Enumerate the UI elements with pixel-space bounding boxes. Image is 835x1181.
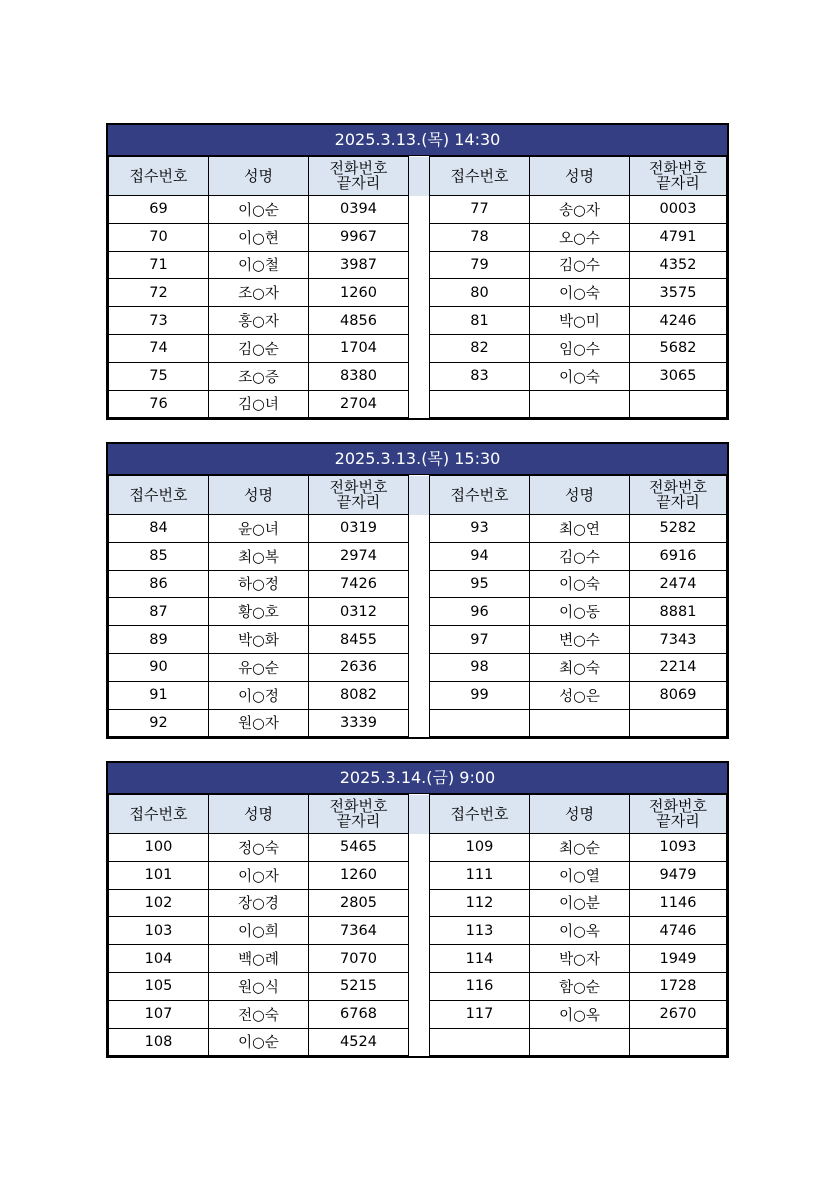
applicant-name: 이○숙	[530, 570, 630, 598]
applicant-name: 이○숙	[530, 279, 630, 307]
col-receipt-no: 접수번호	[109, 157, 209, 196]
column-gap	[409, 1000, 430, 1028]
phone-last-digits: 1728	[630, 972, 727, 1000]
phone-last-digits: 2974	[309, 542, 409, 570]
applicant-name: 유○순	[209, 653, 309, 681]
phone-last-digits: 6916	[630, 542, 727, 570]
applicant-name: 이○분	[530, 889, 630, 917]
table-row	[109, 279, 727, 307]
header-row	[109, 476, 727, 515]
receipt-no: 79	[430, 251, 530, 279]
phone-last-digits: 1704	[309, 334, 409, 362]
phone-last-digits: 4746	[630, 917, 727, 945]
receipt-no	[430, 390, 530, 418]
applicant-name: 최○연	[530, 515, 630, 543]
col-name: 성명	[530, 157, 630, 196]
column-gap	[409, 795, 430, 834]
receipt-no: 69	[109, 196, 209, 224]
phone-last-digits: 8380	[309, 362, 409, 390]
table-row	[109, 917, 727, 945]
column-gap	[409, 945, 430, 973]
applicant-name: 이○옥	[530, 1000, 630, 1028]
receipt-no: 114	[430, 945, 530, 973]
receipt-no: 70	[109, 223, 209, 251]
phone-last-digits: 4246	[630, 307, 727, 335]
table-row	[109, 626, 727, 654]
column-gap	[409, 1028, 430, 1056]
column-gap	[409, 626, 430, 654]
applicant-name: 함○순	[530, 972, 630, 1000]
column-gap	[409, 157, 430, 196]
table-row	[109, 196, 727, 224]
phone-last-digits: 8069	[630, 681, 727, 709]
col-phone-last-digits: 전화번호 끝자리	[630, 157, 727, 196]
applicant-name: 원○식	[209, 972, 309, 1000]
receipt-no: 72	[109, 279, 209, 307]
phone-last-digits: 0319	[309, 515, 409, 543]
applicant-name: 이○옥	[530, 917, 630, 945]
phone-last-digits: 2704	[309, 390, 409, 418]
column-gap	[409, 251, 430, 279]
phone-last-digits: 1146	[630, 889, 727, 917]
column-gap	[409, 709, 430, 737]
applicant-name: 원○자	[209, 709, 309, 737]
applicant-name: 최○순	[530, 834, 630, 862]
session-block-3	[106, 761, 729, 1058]
receipt-no: 92	[109, 709, 209, 737]
col-name: 성명	[530, 795, 630, 834]
table-row	[109, 834, 727, 862]
col-name: 성명	[209, 795, 309, 834]
phone-last-digits: 5465	[309, 834, 409, 862]
table-row	[109, 889, 727, 917]
col-phone-last-digits: 전화번호 끝자리	[309, 795, 409, 834]
phone-last-digits: 7426	[309, 570, 409, 598]
receipt-no: 93	[430, 515, 530, 543]
table-row	[109, 709, 727, 737]
applicant-name: 변○수	[530, 626, 630, 654]
column-gap	[409, 570, 430, 598]
applicant-name: 하○정	[209, 570, 309, 598]
table-row	[109, 307, 727, 335]
column-gap	[409, 542, 430, 570]
applicant-name: 이○순	[209, 196, 309, 224]
receipt-no: 73	[109, 307, 209, 335]
table-row	[109, 542, 727, 570]
phone-last-digits	[630, 1028, 727, 1056]
session-title: 2025.3.13.(목) 15:30	[108, 444, 727, 475]
applicant-name: 이○정	[209, 681, 309, 709]
phone-last-digits	[630, 709, 727, 737]
session-table	[108, 156, 727, 418]
phone-last-digits: 4791	[630, 223, 727, 251]
applicant-name: 최○복	[209, 542, 309, 570]
column-gap	[409, 390, 430, 418]
applicant-name: 김○수	[530, 251, 630, 279]
receipt-no: 89	[109, 626, 209, 654]
col-name: 성명	[530, 476, 630, 515]
applicant-name: 이○열	[530, 861, 630, 889]
applicant-name: 이○동	[530, 598, 630, 626]
receipt-no: 81	[430, 307, 530, 335]
phone-last-digits: 3339	[309, 709, 409, 737]
col-receipt-no: 접수번호	[430, 795, 530, 834]
receipt-no: 104	[109, 945, 209, 973]
col-receipt-no: 접수번호	[430, 476, 530, 515]
column-gap	[409, 917, 430, 945]
applicant-name: 이○자	[209, 861, 309, 889]
phone-last-digits: 2474	[630, 570, 727, 598]
applicant-name	[530, 390, 630, 418]
applicant-name: 황○호	[209, 598, 309, 626]
phone-last-digits: 3575	[630, 279, 727, 307]
receipt-no: 107	[109, 1000, 209, 1028]
receipt-no: 82	[430, 334, 530, 362]
receipt-no: 98	[430, 653, 530, 681]
receipt-no: 109	[430, 834, 530, 862]
receipt-no: 95	[430, 570, 530, 598]
receipt-no: 86	[109, 570, 209, 598]
receipt-no: 76	[109, 390, 209, 418]
phone-last-digits: 1260	[309, 279, 409, 307]
session-block-2	[106, 442, 729, 739]
phone-last-digits: 2805	[309, 889, 409, 917]
column-gap	[409, 834, 430, 862]
header-row	[109, 795, 727, 834]
applicant-name: 박○자	[530, 945, 630, 973]
receipt-no: 77	[430, 196, 530, 224]
session-table	[108, 794, 727, 1056]
phone-last-digits: 6768	[309, 1000, 409, 1028]
table-row	[109, 681, 727, 709]
applicant-name: 이○순	[209, 1028, 309, 1056]
applicant-name: 이○현	[209, 223, 309, 251]
applicant-name: 조○자	[209, 279, 309, 307]
applicant-name: 송○자	[530, 196, 630, 224]
phone-last-digits: 1260	[309, 861, 409, 889]
receipt-no: 102	[109, 889, 209, 917]
receipt-no: 116	[430, 972, 530, 1000]
applicant-name: 박○미	[530, 307, 630, 335]
applicant-name: 윤○녀	[209, 515, 309, 543]
column-gap	[409, 279, 430, 307]
receipt-no: 101	[109, 861, 209, 889]
applicant-name: 김○수	[530, 542, 630, 570]
table-row	[109, 598, 727, 626]
table-row	[109, 861, 727, 889]
table-row	[109, 251, 727, 279]
phone-last-digits: 2214	[630, 653, 727, 681]
column-gap	[409, 362, 430, 390]
applicant-name: 정○숙	[209, 834, 309, 862]
receipt-no	[430, 709, 530, 737]
phone-last-digits: 1093	[630, 834, 727, 862]
receipt-no: 90	[109, 653, 209, 681]
applicant-name	[530, 709, 630, 737]
applicant-name: 김○녀	[209, 390, 309, 418]
applicant-name	[530, 1028, 630, 1056]
table-row	[109, 334, 727, 362]
col-name: 성명	[209, 157, 309, 196]
receipt-no: 99	[430, 681, 530, 709]
receipt-no: 75	[109, 362, 209, 390]
phone-last-digits: 8082	[309, 681, 409, 709]
applicant-name: 홍○자	[209, 307, 309, 335]
phone-last-digits: 2670	[630, 1000, 727, 1028]
table-row	[109, 1000, 727, 1028]
applicant-name: 전○숙	[209, 1000, 309, 1028]
col-receipt-no: 접수번호	[430, 157, 530, 196]
table-row	[109, 1028, 727, 1056]
receipt-no: 113	[430, 917, 530, 945]
receipt-no: 103	[109, 917, 209, 945]
column-gap	[409, 223, 430, 251]
column-gap	[409, 515, 430, 543]
table-row	[109, 515, 727, 543]
applicant-name: 최○숙	[530, 653, 630, 681]
phone-last-digits: 4524	[309, 1028, 409, 1056]
phone-last-digits: 0394	[309, 196, 409, 224]
applicant-name: 조○증	[209, 362, 309, 390]
column-gap	[409, 889, 430, 917]
phone-last-digits: 8881	[630, 598, 727, 626]
receipt-no: 80	[430, 279, 530, 307]
receipt-no: 96	[430, 598, 530, 626]
applicant-name: 이○희	[209, 917, 309, 945]
receipt-no	[430, 1028, 530, 1056]
receipt-no: 108	[109, 1028, 209, 1056]
table-row	[109, 945, 727, 973]
receipt-no: 84	[109, 515, 209, 543]
phone-last-digits: 3065	[630, 362, 727, 390]
column-gap	[409, 972, 430, 1000]
receipt-no: 71	[109, 251, 209, 279]
applicant-name: 이○철	[209, 251, 309, 279]
phone-last-digits: 5215	[309, 972, 409, 1000]
col-phone-last-digits: 전화번호 끝자리	[309, 157, 409, 196]
table-row	[109, 653, 727, 681]
applicant-name: 임○수	[530, 334, 630, 362]
applicant-name: 박○화	[209, 626, 309, 654]
column-gap	[409, 307, 430, 335]
phone-last-digits: 0312	[309, 598, 409, 626]
receipt-no: 111	[430, 861, 530, 889]
applicant-name: 김○순	[209, 334, 309, 362]
phone-last-digits: 2636	[309, 653, 409, 681]
col-phone-last-digits: 전화번호 끝자리	[630, 476, 727, 515]
column-gap	[409, 861, 430, 889]
phone-last-digits: 1949	[630, 945, 727, 973]
col-phone-last-digits: 전화번호 끝자리	[309, 476, 409, 515]
table-row	[109, 362, 727, 390]
column-gap	[409, 196, 430, 224]
receipt-no: 94	[430, 542, 530, 570]
col-name: 성명	[209, 476, 309, 515]
session-block-1	[106, 123, 729, 420]
phone-last-digits: 0003	[630, 196, 727, 224]
column-gap	[409, 476, 430, 515]
session-title: 2025.3.14.(금) 9:00	[108, 763, 727, 794]
header-row	[109, 157, 727, 196]
receipt-no: 91	[109, 681, 209, 709]
phone-last-digits: 4352	[630, 251, 727, 279]
table-row	[109, 570, 727, 598]
phone-last-digits	[630, 390, 727, 418]
receipt-no: 117	[430, 1000, 530, 1028]
phone-last-digits: 5682	[630, 334, 727, 362]
receipt-no: 85	[109, 542, 209, 570]
receipt-no: 105	[109, 972, 209, 1000]
phone-last-digits: 7070	[309, 945, 409, 973]
receipt-no: 100	[109, 834, 209, 862]
applicant-name: 백○례	[209, 945, 309, 973]
phone-last-digits: 5282	[630, 515, 727, 543]
receipt-no: 78	[430, 223, 530, 251]
column-gap	[409, 681, 430, 709]
receipt-no: 74	[109, 334, 209, 362]
phone-last-digits: 7343	[630, 626, 727, 654]
session-table	[108, 475, 727, 737]
col-phone-last-digits: 전화번호 끝자리	[630, 795, 727, 834]
applicant-name: 오○수	[530, 223, 630, 251]
phone-last-digits: 7364	[309, 917, 409, 945]
phone-last-digits: 8455	[309, 626, 409, 654]
phone-last-digits: 9479	[630, 861, 727, 889]
column-gap	[409, 334, 430, 362]
col-receipt-no: 접수번호	[109, 795, 209, 834]
session-title: 2025.3.13.(목) 14:30	[108, 125, 727, 156]
applicant-name: 이○숙	[530, 362, 630, 390]
column-gap	[409, 598, 430, 626]
receipt-no: 87	[109, 598, 209, 626]
table-row	[109, 390, 727, 418]
table-row	[109, 223, 727, 251]
col-receipt-no: 접수번호	[109, 476, 209, 515]
table-row	[109, 972, 727, 1000]
applicant-name: 성○은	[530, 681, 630, 709]
receipt-no: 112	[430, 889, 530, 917]
phone-last-digits: 3987	[309, 251, 409, 279]
phone-last-digits: 4856	[309, 307, 409, 335]
receipt-no: 97	[430, 626, 530, 654]
column-gap	[409, 653, 430, 681]
applicant-name: 장○경	[209, 889, 309, 917]
receipt-no: 83	[430, 362, 530, 390]
phone-last-digits: 9967	[309, 223, 409, 251]
